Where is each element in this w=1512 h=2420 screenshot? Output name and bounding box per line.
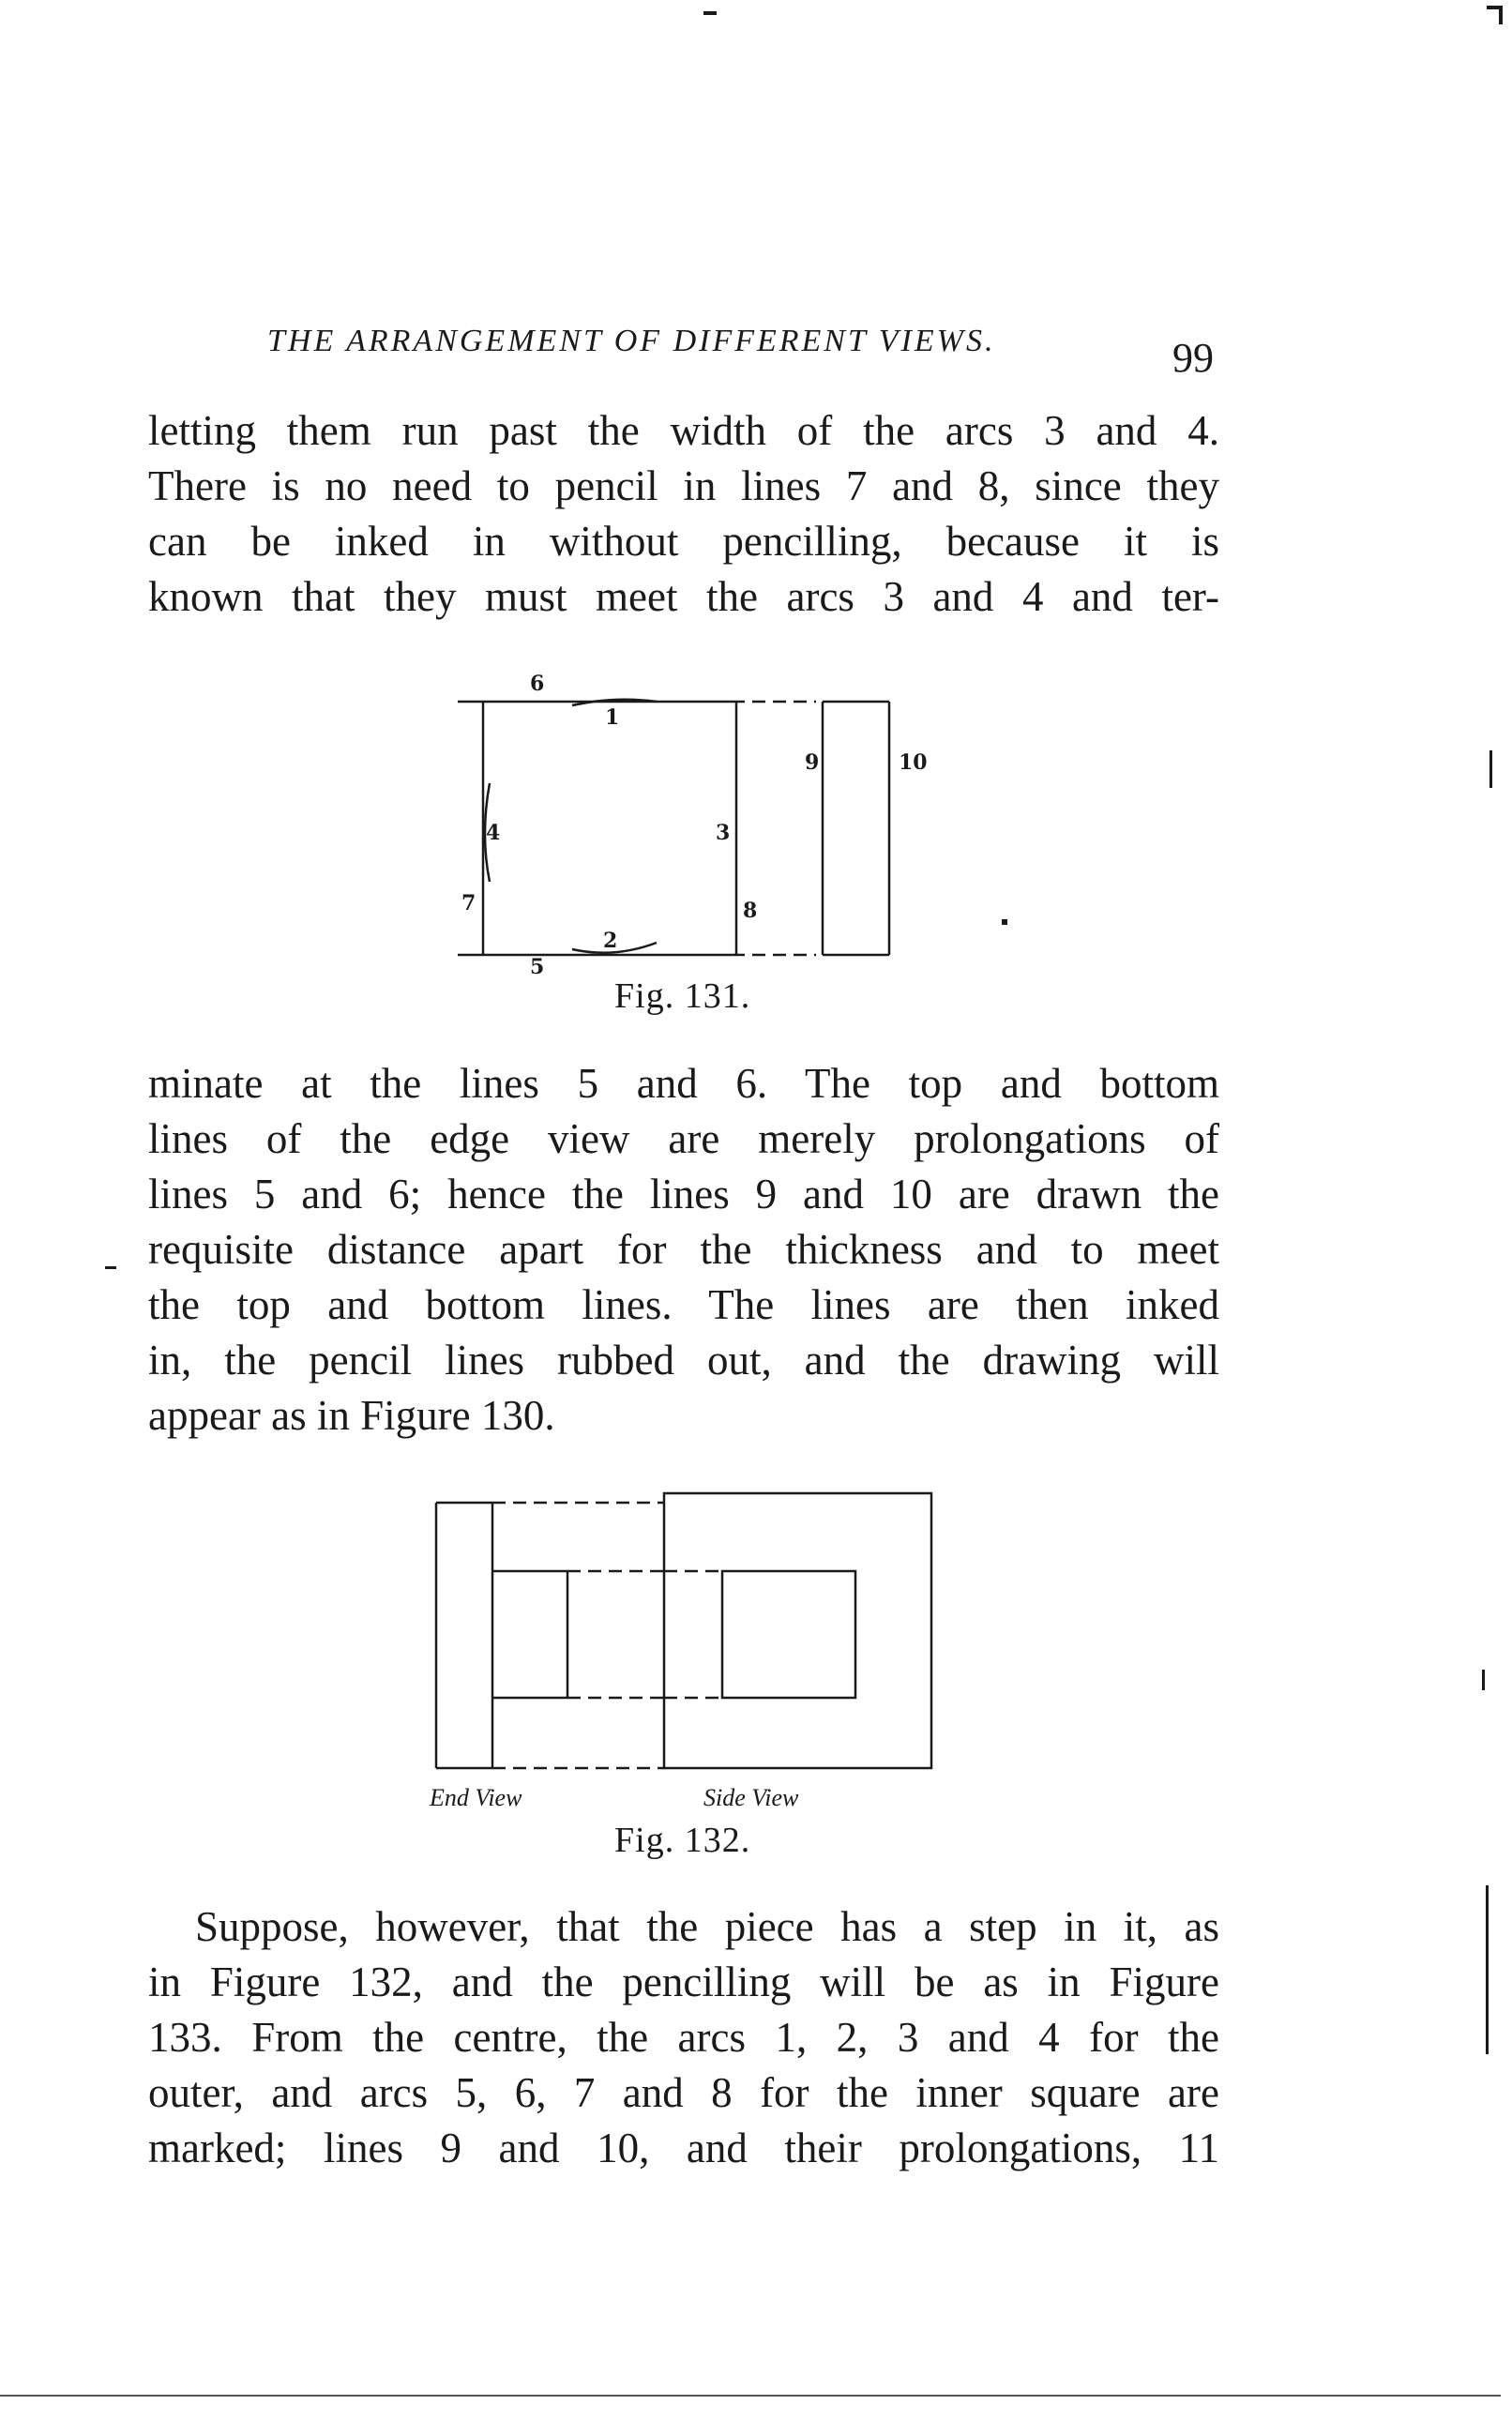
text-line: letting them run past the width of the arcs 3 and 4. — [148, 407, 1219, 454]
fig131-label-7: 7 — [461, 891, 476, 915]
text-line: in, the pencil lines rubbed out, and the drawing will — [148, 1337, 1219, 1384]
end-view-label: End View — [430, 1784, 522, 1811]
text-line: requisite distance apart for the thickness and to meet — [148, 1226, 1219, 1273]
fig131-label-4: 4 — [486, 821, 501, 845]
paragraph-2 — [148, 1056, 1219, 1444]
fig131-label-5: 5 — [530, 955, 545, 979]
text-line: 133. From the centre, the arcs 1, 2, 3 and 4 for the — [148, 2014, 1219, 2061]
text-line: lines of the edge view are merely prolongations of — [148, 1115, 1219, 1162]
scan-mark-right-bracket — [1486, 1885, 1489, 2054]
figure-132-caption: Fig. 132. — [614, 1821, 751, 1860]
scan-mark-dash — [105, 1266, 116, 1269]
text-line: in Figure 132, and the pencilling will be as in Figure — [148, 1959, 1219, 2005]
scan-mark-right-2 — [1482, 1670, 1485, 1690]
side-view-label: Side View — [703, 1784, 799, 1811]
scan-mark-corner-vert — [1499, 6, 1503, 24]
text-line: Suppose, however, that the piece has a step in it, as — [195, 1903, 1219, 1950]
figure-131-diagram — [450, 657, 1013, 979]
text-line: lines 5 and 6; hence the lines 9 and 10 are drawn the — [148, 1171, 1219, 1218]
scan-bottom-rule — [0, 2395, 1501, 2397]
figure-131-caption: Fig. 131. — [614, 976, 751, 1016]
figure-132-diagram — [422, 1482, 947, 1820]
running-title: THE ARRANGEMENT OF DIFFERENT VIEWS. — [267, 324, 996, 358]
text-line: appear as in Figure 130. — [148, 1392, 555, 1439]
paragraph-3 — [148, 1899, 1219, 2176]
text-line: marked; lines 9 and 10, and their prolongations, 11 — [148, 2125, 1219, 2171]
page-number: 99 — [1172, 335, 1214, 381]
text-line: the top and bottom lines. The lines are then inked — [148, 1281, 1219, 1328]
fig131-label-8: 8 — [743, 899, 758, 923]
scan-mark-dot-1 — [1002, 919, 1007, 925]
text-line: outer, and arcs 5, 6, 7 and 8 for the inner square are — [148, 2069, 1219, 2116]
text-line: known that they must meet the arcs 3 and 4 and ter- — [148, 573, 1219, 620]
fig131-label-9: 9 — [805, 750, 820, 775]
side-view-outer — [664, 1493, 931, 1768]
fig131-label-10: 10 — [899, 750, 928, 775]
fig131-label-3: 3 — [716, 821, 731, 845]
fig131-label-2: 2 — [603, 929, 618, 953]
scan-mark-top — [703, 11, 717, 15]
fig131-label-1: 1 — [605, 705, 620, 730]
side-view-inner — [722, 1571, 855, 1698]
fig131-label-6: 6 — [530, 672, 545, 696]
text-line: minate at the lines 5 and 6. The top and bottom — [148, 1060, 1219, 1107]
scan-mark-right-1 — [1489, 750, 1492, 788]
paragraph-1 — [148, 403, 1219, 625]
text-line: There is no need to pencil in lines 7 and 8, since they — [148, 462, 1219, 509]
text-line: can be inked in without pencilling, because it is — [148, 518, 1219, 565]
